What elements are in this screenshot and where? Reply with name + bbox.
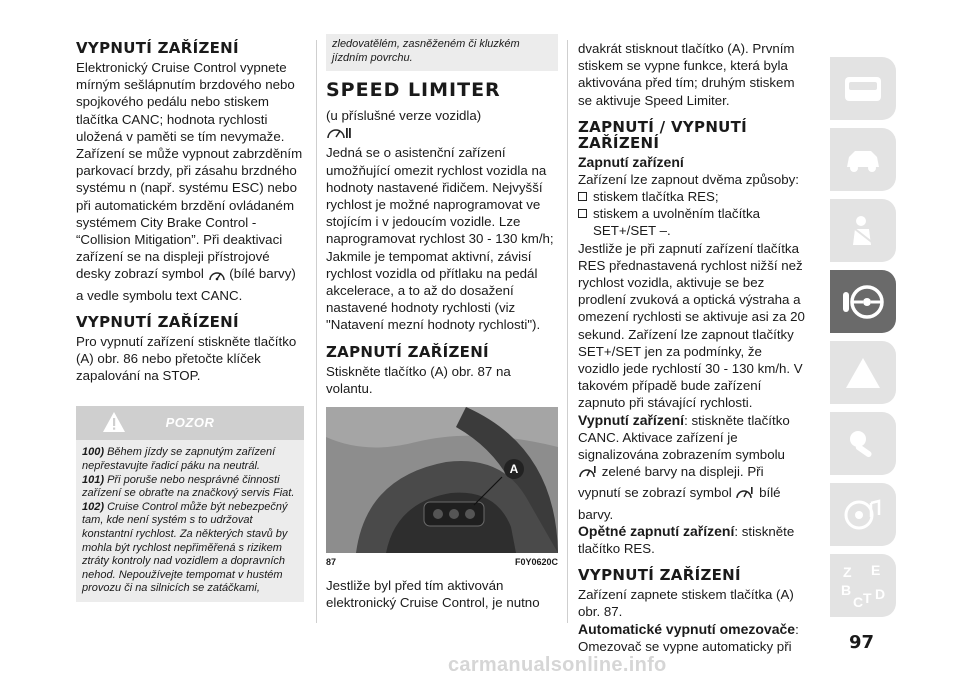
warning-box	[76, 406, 304, 602]
paragraph-on: Stiskněte tlačítko (A) obr. 87 na volantu.	[326, 363, 511, 396]
heading-cancel: VYPNUTÍ ZAŘÍZENÍ	[76, 39, 239, 57]
heading-speed-limiter: SPEED LIMITER	[326, 79, 501, 102]
column-left	[76, 40, 304, 602]
speed-limiter-white-icon	[735, 485, 755, 505]
tab-multimedia[interactable]	[830, 483, 896, 546]
steering-wheel-figure	[326, 407, 558, 553]
subheading-reactivate: Opětné zapnutí zařízení	[578, 522, 735, 539]
list-item: stiskem a uvolněním tlačítka SET+/SET –.	[578, 205, 806, 239]
callout-a: A	[504, 459, 524, 479]
paragraph-intro: dvakrát stisknout tlačítko (A). Prvním stiskem se vypne funkce, která byla aktivována před tím; druhým stiskem se aktivuje Speed Limiter.	[578, 41, 795, 108]
tab-emergency[interactable]	[830, 341, 896, 404]
page-number: 97	[849, 632, 875, 653]
paragraph-auto: Automatické vypnutí omezovače: Omezovač se vypne automaticky při	[578, 620, 799, 654]
car-dashboard-icon	[843, 73, 883, 105]
tab-car[interactable]	[830, 128, 896, 191]
speed-limiter-icon	[326, 125, 558, 143]
warning-item: 100) Během jízdy se zapnutým zařízení nepřestavujte řadicí páku na neutrál.	[82, 446, 276, 473]
paragraph-modes: Zařízení lze zapnout dvěma způsoby:	[578, 171, 799, 187]
paragraph-cancel-text: Elektronický Cruise Control vypnete mírným sešlápnutím brzdového nebo spojkového pedálu nebo stiskem tlačítka CANC; hodnota rychlosti uložená v paměti se tím nevymaže. Zařízení se může vypnout zabrzděním parkovací brzdy, při zásahu brzdného systému n (např. systému ESC) nebo při automatickém brzdění ovládaném systémem City Brake Control - “Collision Mitigation”. Při deaktivaci zařízení se na displeji přístrojové desky zobrazí symbol	[76, 60, 303, 282]
paragraph-off: Pro vypnutí zařízení stiskněte tlačítko (A) obr. 86 nebo přetočte klíček zapalování na STOP.	[76, 333, 297, 384]
heading-cancel-right: VYPNUTÍ ZAŘÍZENÍ	[578, 566, 741, 585]
tab-dashboard[interactable]	[830, 57, 896, 120]
warning-continuation: zledovatělém, zasněženém či kluzkém jízdním povrchu.	[326, 34, 558, 71]
paragraph-reactivate: Opětné zapnutí zařízení: stiskněte tlačítko RES.	[578, 522, 795, 557]
figure-caption	[326, 557, 558, 567]
column-right	[578, 40, 806, 655]
bullet-square-icon	[578, 209, 587, 218]
subheading-off: Vypnutí zařízení	[578, 411, 685, 428]
subheading-auto: Automatické vypnutí omezovače	[578, 620, 796, 637]
subheading-on: Zapnutí zařízení	[578, 153, 684, 170]
paragraph-speed: Jedná se o asistenční zařízení umožňující omezit rychlost vozidla na hodnoty nastavené řidičem. Nejvyšší rychlost je možné naprogramovat ve stojícím i v jedoucím vozidle. Lze naprogramovat rychlost 30 - 130 km/h; Jakmile je tempomat aktivní, závisí rychlost vozidla od přítlaku na pedál akcelerace, a to až do dosažení nastavené hodnoty rychlosti (viz "Natavení mezní hodnoty rychlosti").	[326, 145, 554, 333]
speedometer-icon	[208, 268, 226, 286]
paragraph-res: Jestliže je při zapnutí zařízení tlačítka RES přednastavená rychlost nižší než rychlost vozidla, aktivuje se bez prodlení zvuková a optická výstraha a omezení rychlosti se aktivuje asi za 20 sekund. Zařízení lze zapnout tlačítky SET+/SET jen za podmínky, že vozidlo jede rychlostí 30 - 130 km/h. V takovém případě bude zařízení zapnuto při stávající rychlosti.	[578, 240, 805, 411]
figure-code: F0Y0620C	[514, 557, 558, 568]
column-divider	[316, 40, 317, 623]
column-divider	[567, 40, 568, 623]
figure-number: 87	[326, 557, 337, 568]
heading-onoff: ZAPNUTÍ / VYPNUTÍ ZAŘÍZENÍ	[578, 117, 748, 152]
paragraph-off: Vypnutí zařízení: stiskněte tlačítko CANC. Aktivace zařízení je signalizována zobrazením symbolu zelené barvy na displeji. Při vypnutí se zobrazí symbol bílé barvy.	[578, 411, 790, 522]
tab-driving[interactable]	[830, 270, 896, 333]
paragraph-after-figure: Jestliže byl před tím aktivován elektronický Cruise Control, je nutno	[326, 578, 540, 611]
tab-maintenance[interactable]	[830, 412, 896, 475]
warning-triangle-icon	[844, 356, 882, 390]
watermark: carmanualsonline.info	[448, 654, 667, 676]
column-middle	[326, 40, 558, 611]
speed-limiter-green-icon	[578, 464, 598, 484]
list-item: stiskem tlačítka RES;	[578, 188, 806, 205]
wrench-car-icon	[844, 427, 882, 461]
paragraph-cancel-text-2: (bílé barvy) a vedle symbolu text CANC.	[76, 266, 296, 303]
paragraph-cancel-right: Zařízení zapnete stiskem tlačítka (A) obr. 87.	[578, 587, 794, 620]
warning-title: POZOR	[165, 415, 215, 431]
warning-item: 101) Při poruše nebo nesprávné činnosti zařízení se obraťte na značkový servis Fiat.	[82, 473, 295, 500]
index-letters-icon: Z E B C T D	[841, 561, 886, 610]
media-nav-icon	[843, 497, 883, 533]
warning-item: 102) Cruise Control může být nebezpečný tam, kde není systém s to udržovat konstantní rychlost. Za některých stavů by mohla být rychlost nepřiměřená s rizikem ztráty kontroly nad vozidlem a dopravních nehod. Nepoužívejte tempomat v hustém provozu či na silnicích se zatáčkami,	[82, 500, 288, 595]
warning-body	[76, 440, 304, 602]
steering-wheel-icon	[841, 282, 885, 322]
version-note: (u příslušné verze vozidla)	[326, 108, 482, 124]
paragraph-cancel	[76, 59, 304, 304]
bullet-square-icon	[578, 192, 587, 201]
chapter-tabs	[830, 57, 896, 625]
tab-safety[interactable]	[830, 199, 896, 262]
heading-on: ZAPNUTÍ ZAŘÍZENÍ	[326, 342, 489, 361]
warning-header	[76, 406, 304, 440]
heading-off: VYPNUTÍ ZAŘÍZENÍ	[76, 312, 239, 331]
tab-index[interactable]	[830, 554, 896, 617]
seatbelt-airbag-icon	[845, 213, 881, 249]
car-side-icon	[843, 145, 883, 175]
